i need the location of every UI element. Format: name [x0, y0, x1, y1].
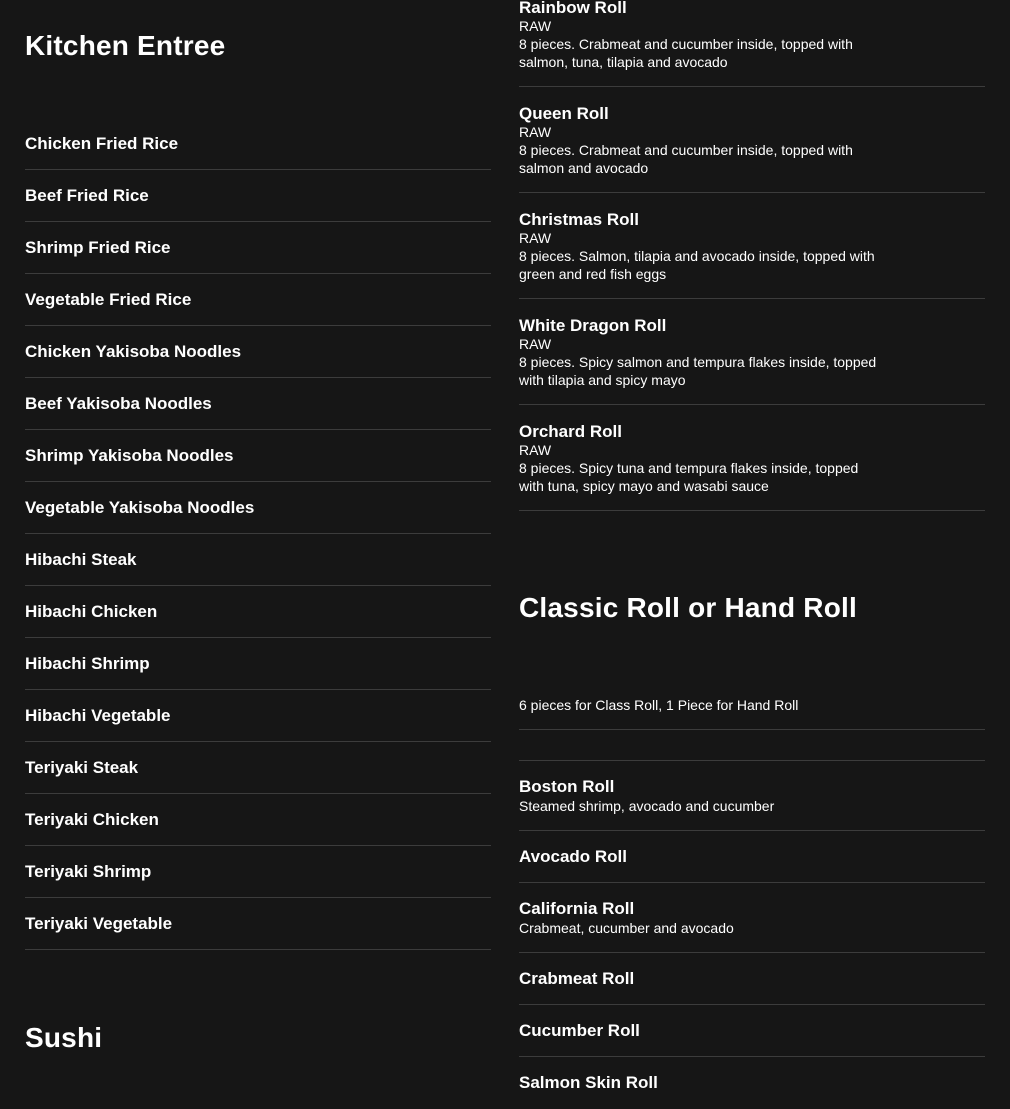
menu-item	[25, 898, 491, 950]
menu-item	[25, 222, 491, 274]
menu-item-name: Hibachi Vegetable	[25, 706, 171, 725]
menu-item-name: Christmas Roll	[519, 210, 639, 229]
menu-item-name: White Dragon Roll	[519, 316, 667, 335]
menu-item-name: Beef Yakisoba Noodles	[25, 394, 212, 413]
menu-item-name: Teriyaki Steak	[25, 758, 139, 777]
raw-tag: RAW	[519, 230, 552, 246]
menu-item-description: 8 pieces. Spicy salmon and tempura flakes inside, topped with tilapia and spicy mayo	[519, 354, 877, 388]
menu-item	[25, 482, 491, 534]
menu-item-description: 8 pieces. Crabmeat and cucumber inside, topped with salmon and avocado	[519, 142, 853, 176]
menu-item	[25, 742, 491, 794]
menu-item	[25, 846, 491, 898]
menu-item-name: Rainbow Roll	[519, 0, 627, 17]
menu-item	[519, 193, 985, 299]
menu-item	[519, 1057, 985, 1109]
menu-item-name: Teriyaki Vegetable	[25, 914, 173, 933]
menu-item	[25, 534, 491, 586]
raw-tag: RAW	[519, 336, 552, 352]
menu-item	[25, 274, 491, 326]
menu-item	[25, 794, 491, 846]
menu-item-name: Cucumber Roll	[519, 1021, 640, 1040]
menu-item	[519, 0, 985, 87]
menu-item	[519, 953, 985, 1005]
special-roll-list	[519, 0, 985, 511]
classic-roll-heading: Classic Roll or Hand Roll	[519, 592, 857, 623]
classic-roll-note: 6 pieces for Class Roll, 1 Piece for Hand Roll	[519, 697, 799, 713]
menu-item-name: Vegetable Yakisoba Noodles	[25, 498, 255, 517]
menu-item-name: Queen Roll	[519, 104, 609, 123]
menu-item-name: Shrimp Yakisoba Noodles	[25, 446, 234, 465]
menu-item	[519, 760, 985, 831]
menu-item	[25, 586, 491, 638]
menu-item-name: Beef Fried Rice	[25, 186, 149, 205]
raw-tag: RAW	[519, 442, 552, 458]
menu-item-description: 8 pieces. Salmon, tilapia and avocado inside, topped with green and red fish eggs	[519, 248, 875, 282]
menu-item	[519, 1005, 985, 1057]
kitchen-entree-heading: Kitchen Entree	[25, 30, 226, 61]
menu-item-name: Crabmeat Roll	[519, 969, 635, 988]
menu-item-name: Shrimp Fried Rice	[25, 238, 171, 257]
menu-item	[519, 831, 985, 883]
raw-tag: RAW	[519, 124, 552, 140]
menu-item-name: Hibachi Shrimp	[25, 654, 150, 673]
raw-tag: RAW	[519, 18, 552, 34]
menu-item-name: Teriyaki Shrimp	[25, 862, 152, 881]
menu-item-name: Avocado Roll	[519, 847, 627, 866]
sushi-heading: Sushi	[25, 1022, 103, 1053]
menu-item	[25, 430, 491, 482]
menu-item	[25, 170, 491, 222]
menu-item	[519, 405, 985, 511]
menu-item-name: Hibachi Steak	[25, 550, 137, 569]
menu-item	[519, 299, 985, 405]
menu-item	[25, 638, 491, 690]
menu-item-name: Vegetable Fried Rice	[25, 290, 192, 309]
menu-item-name: Chicken Fried Rice	[25, 134, 179, 153]
menu-item-name: Teriyaki Chicken	[25, 810, 159, 829]
menu-item-name: Chicken Yakisoba Noodles	[25, 342, 242, 361]
menu-item-description: 8 pieces. Spicy tuna and tempura flakes inside, topped with tuna, spicy mayo and wasabi sauce	[519, 460, 859, 494]
kitchen-entree-list	[25, 118, 491, 950]
menu-item	[519, 883, 985, 953]
menu-item	[519, 87, 985, 193]
menu-item-name: California Roll	[519, 899, 635, 918]
menu-item-name: Orchard Roll	[519, 422, 622, 441]
menu-item	[25, 118, 491, 170]
classic-roll-list	[519, 760, 985, 1109]
menu-item-description: 8 pieces. Crabmeat and cucumber inside, topped with salmon, tuna, tilapia and avocado	[519, 36, 853, 70]
menu-item-description: Steamed shrimp, avocado and cucumber	[519, 798, 775, 814]
menu-item	[25, 690, 491, 742]
menu-item	[25, 378, 491, 430]
menu-item-description: Crabmeat, cucumber and avocado	[519, 920, 734, 936]
menu-item-name: Salmon Skin Roll	[519, 1073, 658, 1092]
menu-item	[25, 326, 491, 378]
menu-item-name: Boston Roll	[519, 777, 615, 796]
menu-item-name: Hibachi Chicken	[25, 602, 158, 621]
divider	[519, 729, 985, 730]
